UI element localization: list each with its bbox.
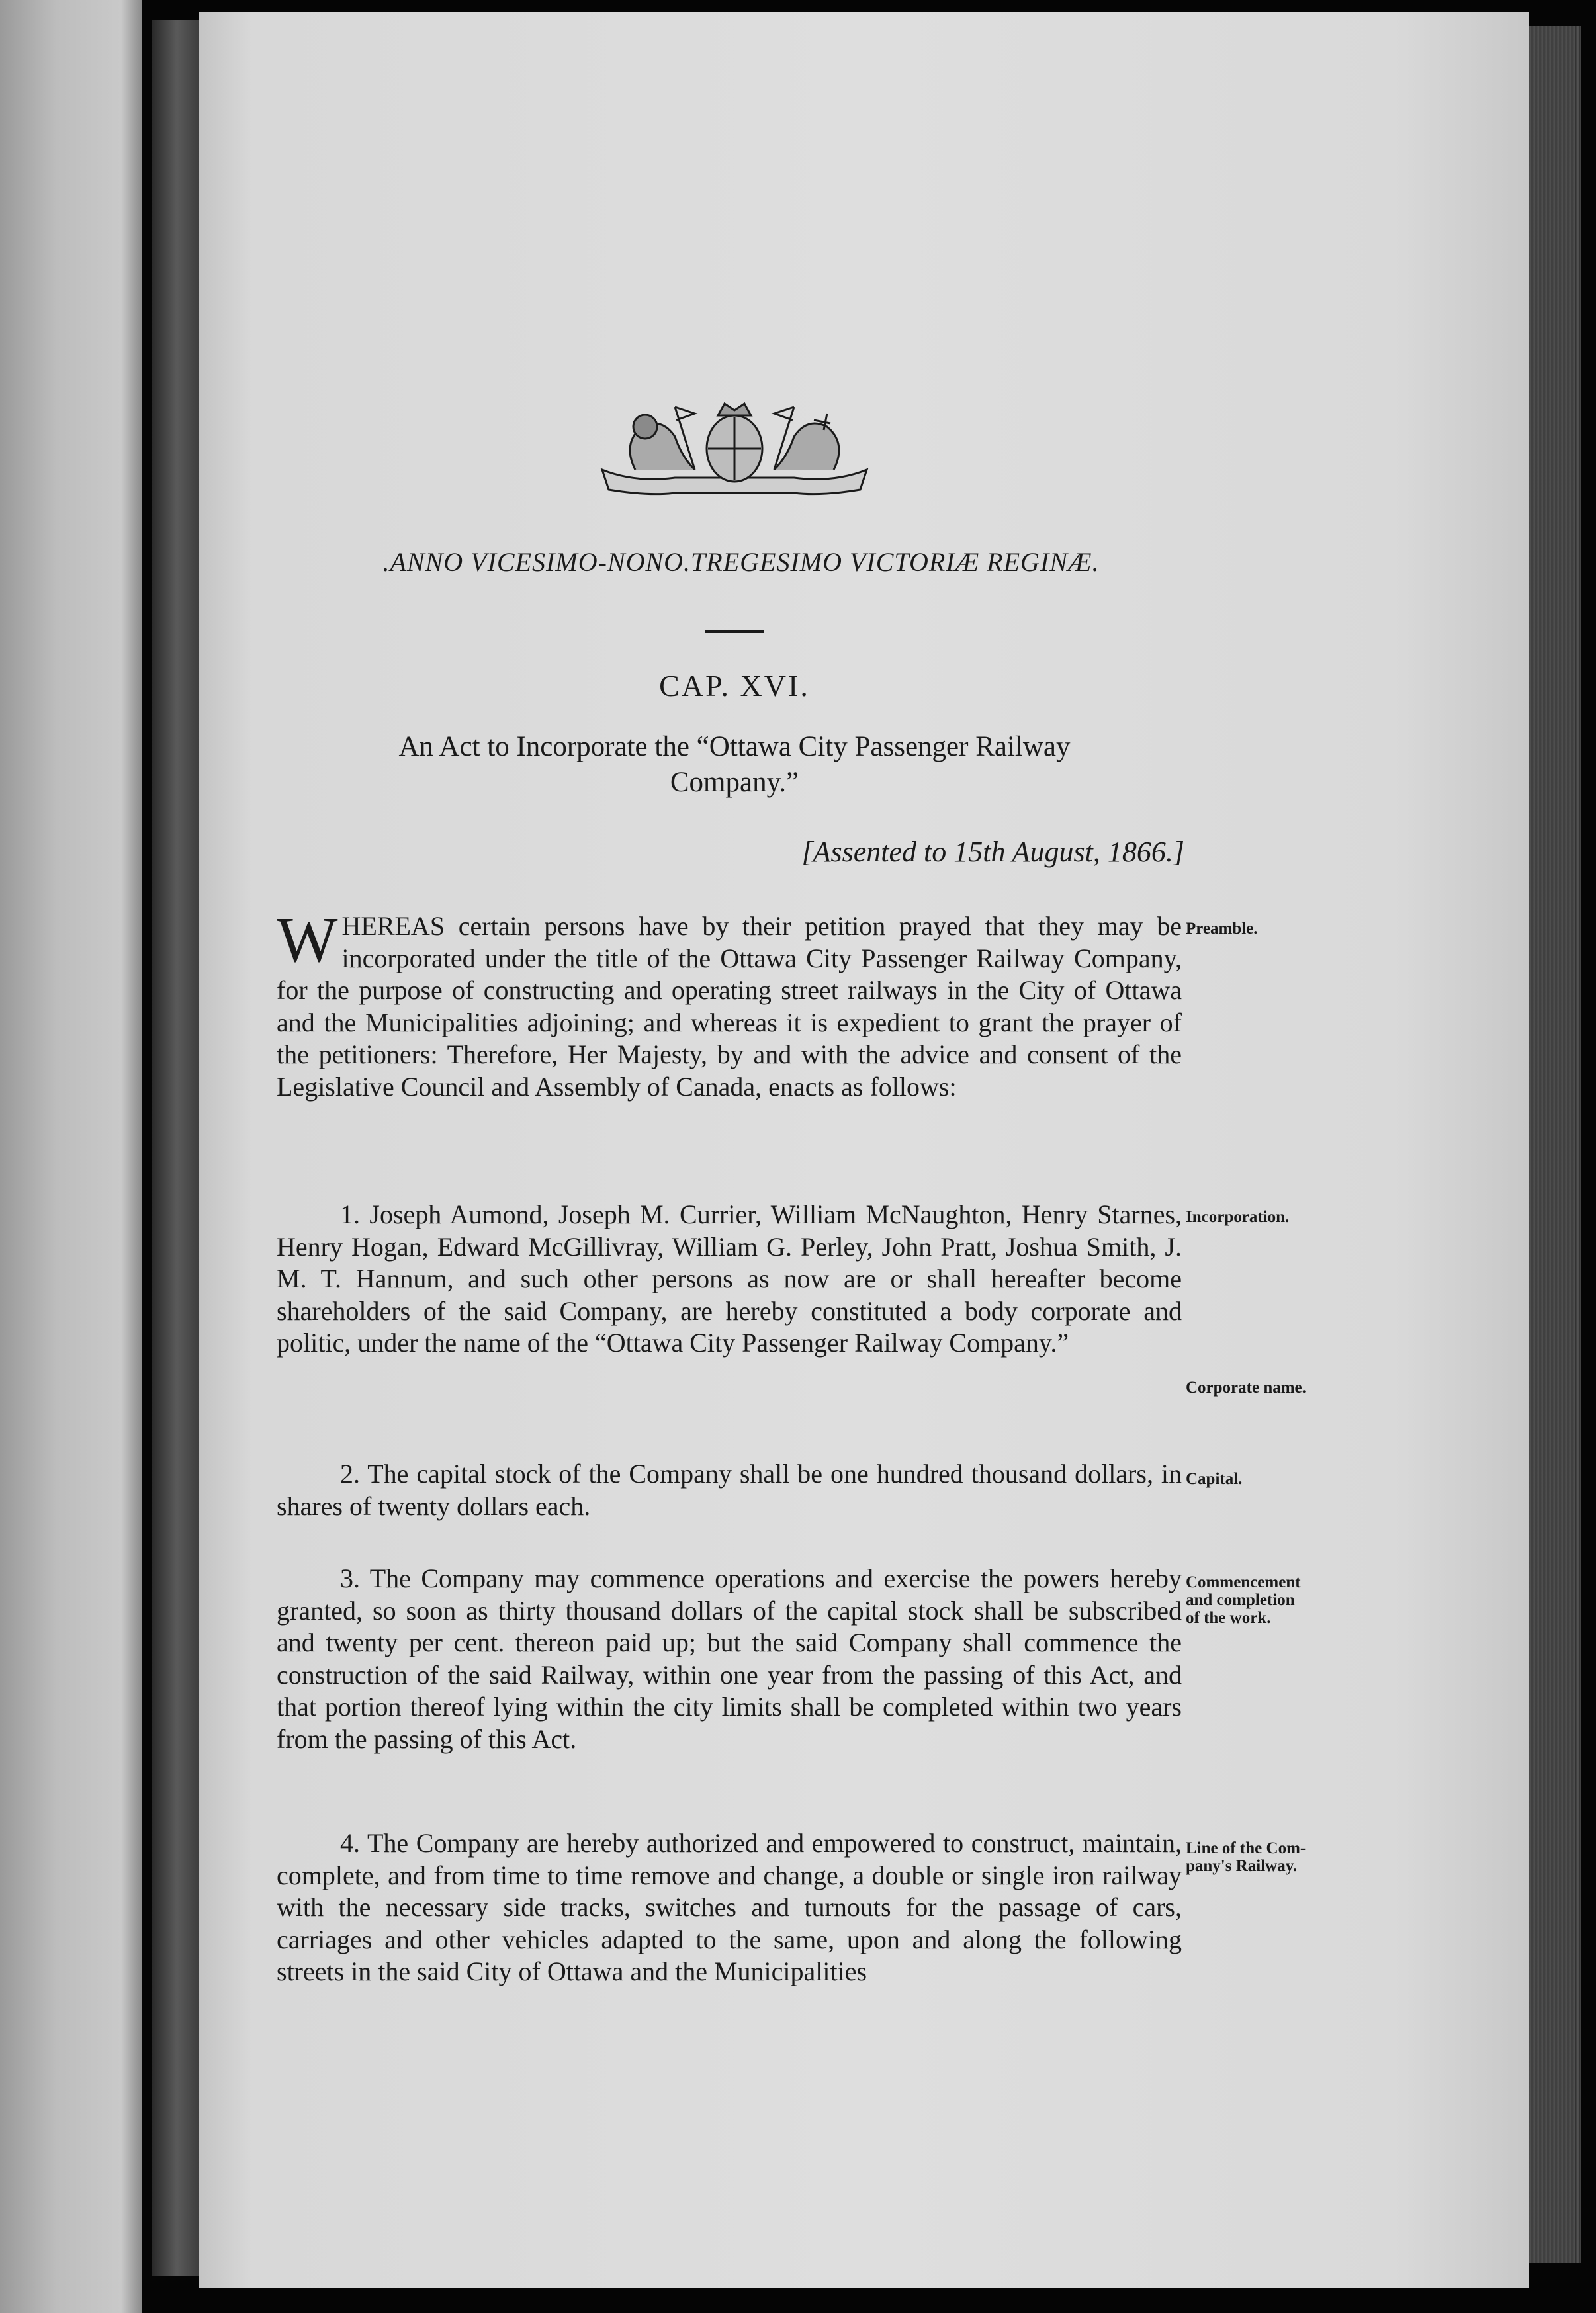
- act-title-line: An Act to Incorporate the “Ottawa City Passenger Railway: [398, 731, 1071, 762]
- preamble-paragraph: [277, 904, 1182, 1103]
- section-text: The capital stock of the Company shall be one hundred thousand dollars, in shares of twenty dollars each.: [277, 1459, 1182, 1521]
- section-4: [277, 1827, 1182, 1988]
- drop-cap: W: [277, 904, 338, 976]
- section-text: The Company are hereby authorized and empowered to construct, maintain, complete, and from time to time remove and change, a double or single iron railway with the necessary side tracks, switches and turnouts for the passage of cars, carriages and other vehicles adapted to the same, upon and along the following streets in the said City of Ottawa and the Municipalities: [277, 1828, 1182, 1986]
- margin-note-incorporation: Incorporation.: [1186, 1208, 1290, 1226]
- section-number: 3.: [340, 1563, 360, 1593]
- chapter-number: CAP. XVI.: [659, 669, 810, 703]
- margin-note-capital: Capital.: [1186, 1470, 1243, 1488]
- margin-note-commencement: [1186, 1573, 1345, 1627]
- margin-note-corporate-name: Corporate name.: [1186, 1379, 1306, 1397]
- section-1: [277, 1199, 1182, 1360]
- margin-note-line: Line of the Com-: [1186, 1839, 1306, 1857]
- margin-note-line-of-railway: [1186, 1839, 1345, 1875]
- act-title-line: Company.”: [670, 767, 799, 798]
- facing-page-edge: [0, 0, 142, 2313]
- book-gutter: [152, 20, 202, 2276]
- page-stack-edge: [1529, 26, 1581, 2263]
- royal-coat-of-arms-icon: [596, 397, 873, 503]
- section-3: [277, 1563, 1182, 1755]
- section-text: Joseph Aumond, Joseph M. Currier, William McNaughton, Henry Starnes, Henry Hogan, Edward McGillivray, William G. Perley, John Pratt, Joshua Smith, J. M. T. Hannum, and such other persons as now are or shall hereafter become shareholders of the said Company, are hereby constituted a body corporate and politic, under the name of the “Ottawa City Passenger Railway Company.”: [277, 1200, 1182, 1358]
- section-2: [277, 1458, 1182, 1522]
- assent-text: [Assented to 15th August, 1866.]: [801, 836, 1184, 868]
- margin-note-line: and completion: [1186, 1591, 1295, 1609]
- margin-note-line: Commencement: [1186, 1573, 1301, 1591]
- margin-note-line: pany's Railway.: [1186, 1857, 1298, 1875]
- title-rule: [705, 630, 764, 633]
- margin-note-line: of the work.: [1186, 1609, 1271, 1627]
- running-head: .ANNO VICESIMO-NONO.TREGESIMO VICTORIÆ REGINÆ.: [382, 547, 1100, 577]
- preamble-text: HEREAS certain persons have by their petition prayed that they may be incorporated under the title of the Ottawa City Passenger Railway Company, for the purpose of constructing and operating street railways in the City of Ottawa and the Municipalities adjoining; and whereas it is expedient to grant the prayer of the petitioners: Therefore, Her Majesty, by and with the advice and consent of the Legislative Council and Assembly of Canada, enacts as follows:: [277, 911, 1182, 1102]
- assent-date: [662, 835, 1184, 869]
- section-number: 2.: [340, 1459, 360, 1489]
- margin-note-preamble: Preamble.: [1186, 920, 1258, 938]
- section-number: 4.: [340, 1828, 360, 1858]
- section-number: 1.: [340, 1200, 360, 1229]
- section-text: The Company may commence operations and exercise the powers hereby granted, so soon as thirty thousand dollars of the capital stock shall be subscribed and twenty per cent. thereon paid up; but the said Company shall commence the construction of the said Railway, within one year from the passing of this Act, and that portion thereof lying within the city limits shall be completed within two years from the passing of this Act.: [277, 1563, 1182, 1754]
- act-title: [278, 729, 1191, 801]
